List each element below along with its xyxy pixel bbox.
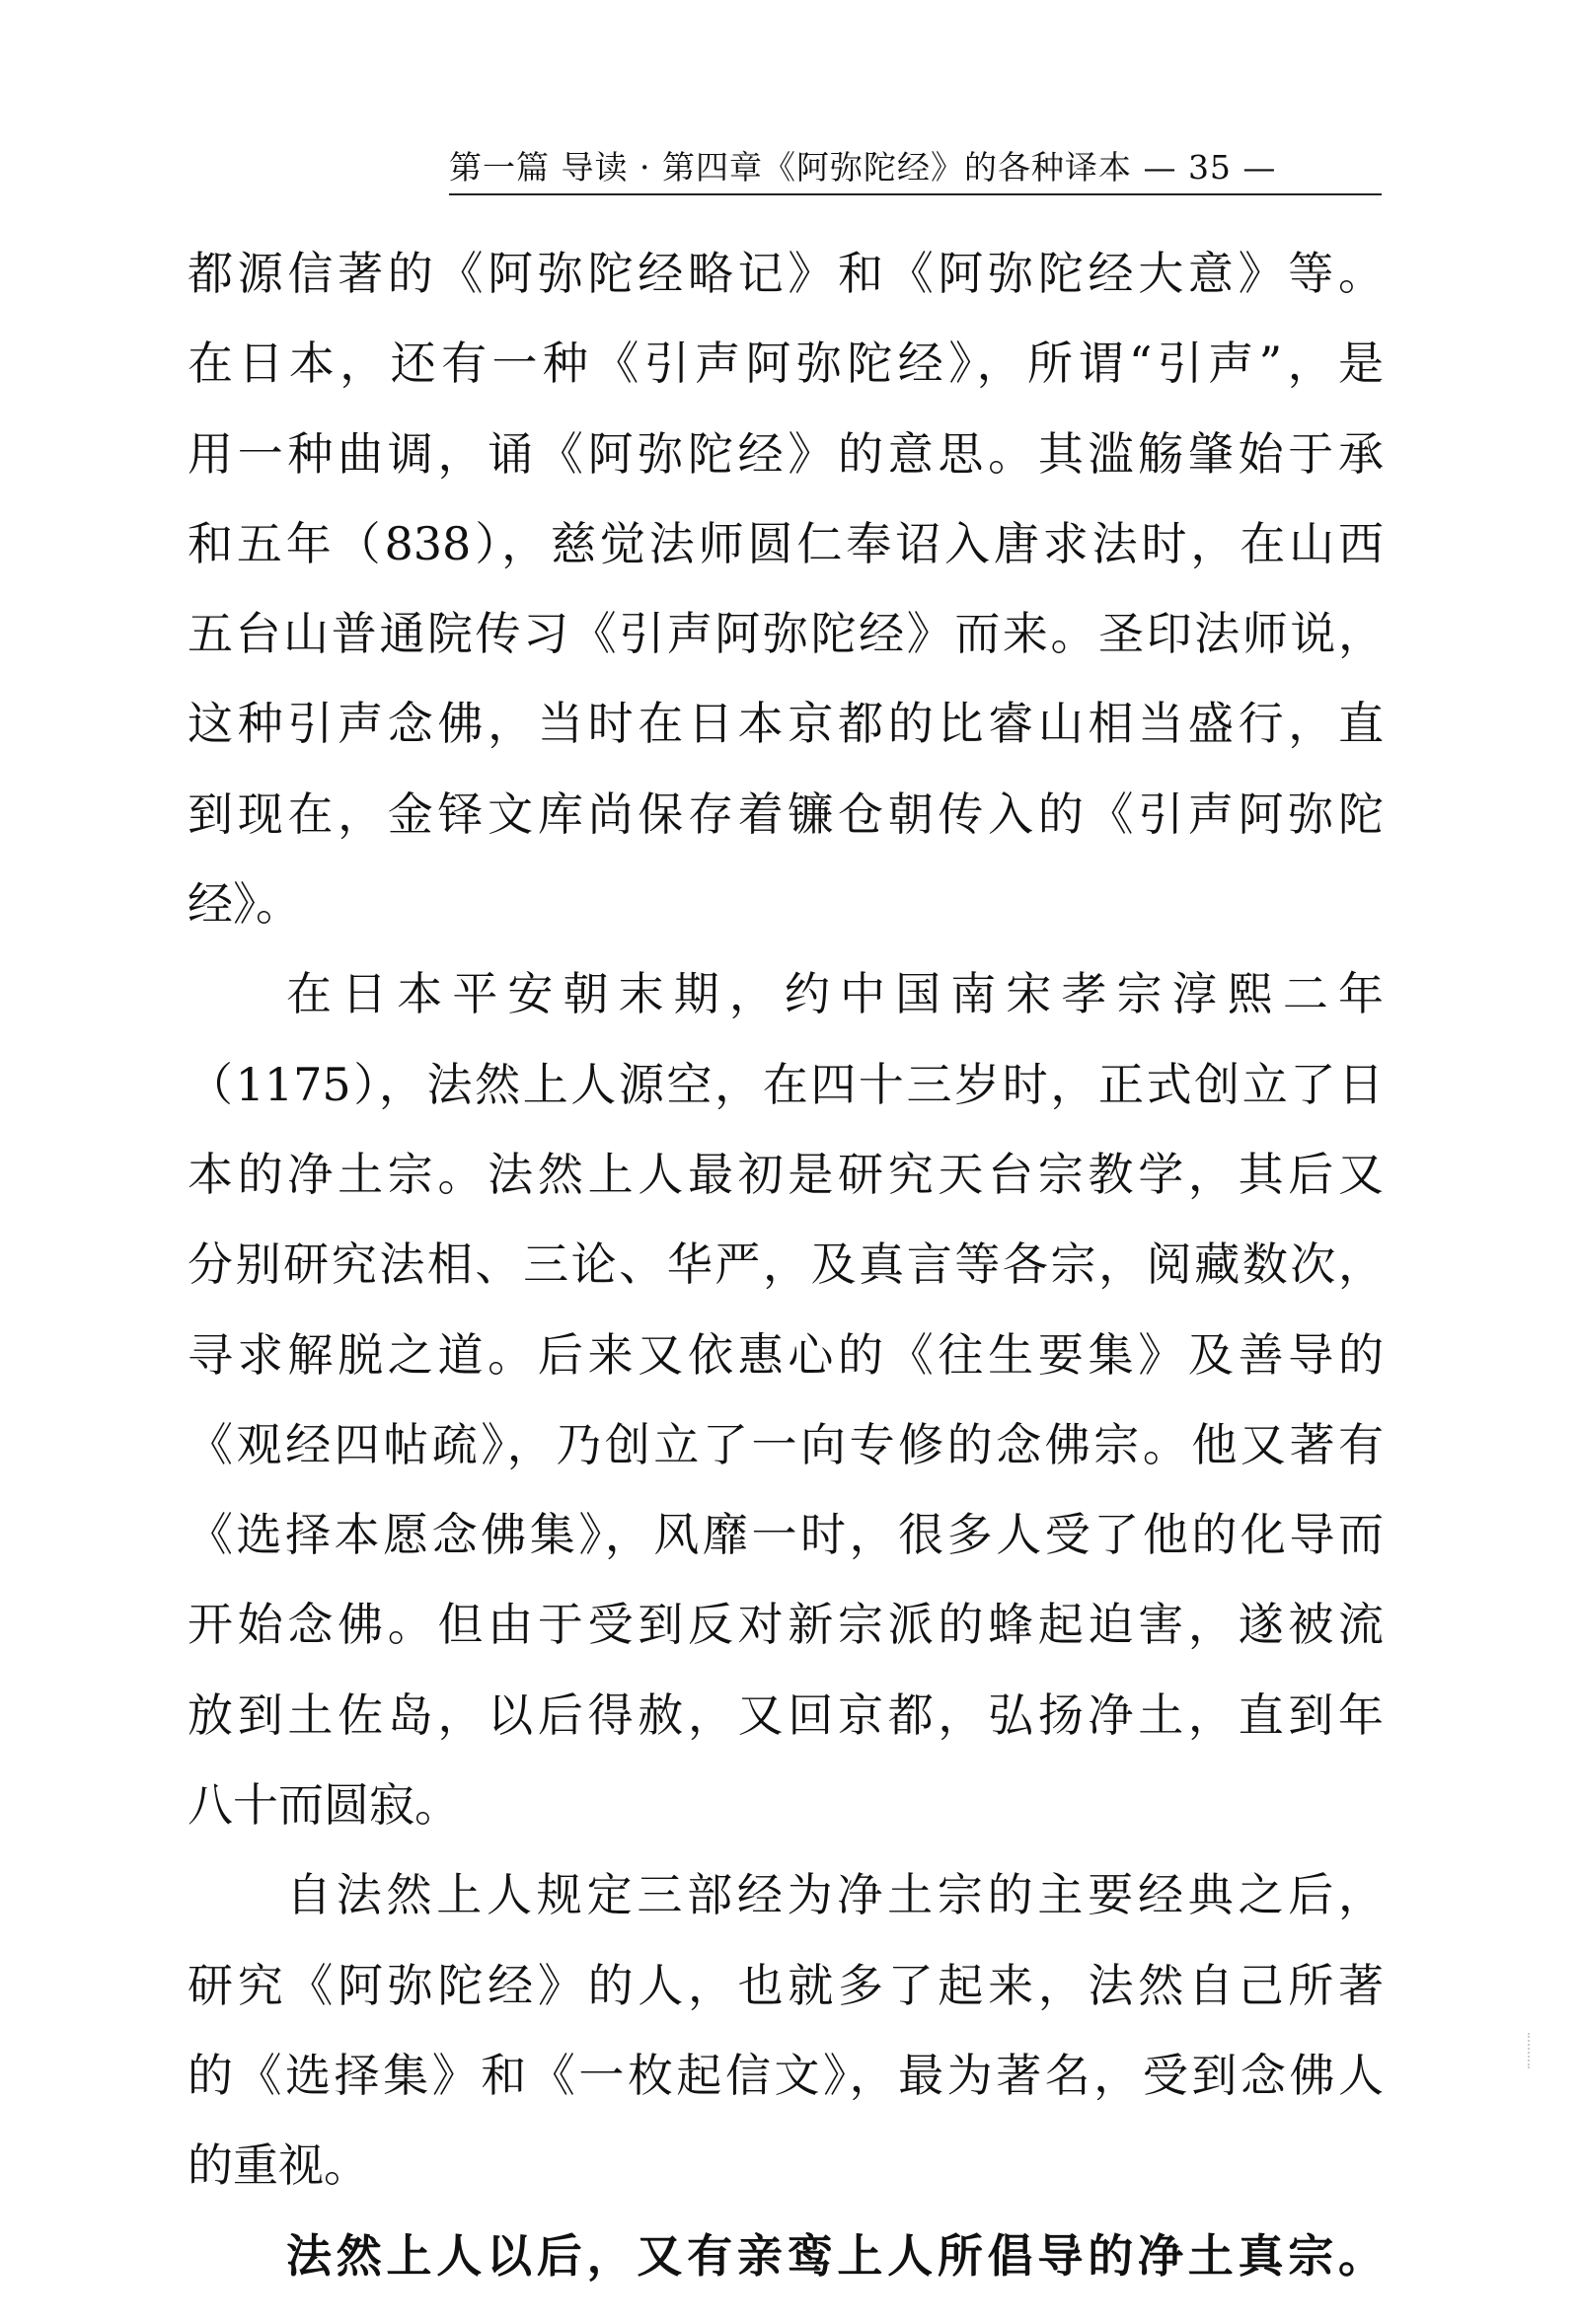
text-line: 的《选择集》和《一枚起信文》，最为著名，受到念佛人 — [188, 2048, 1384, 2102]
text-line: 到现在，金铎文库尚保存着镰仓朝传入的《引声阿弥陀 — [188, 787, 1384, 841]
margin-scan-mark — [1528, 2033, 1532, 2068]
text-line: 分别研究法相、三论、华严，及真言等各宗，阅藏数次， — [188, 1237, 1384, 1292]
header-rule — [449, 193, 1382, 195]
text-line: 这种引声念佛，当时在日本京都的比睿山相当盛行，直 — [188, 697, 1384, 751]
text-line-paragraph-start: 在日本平安朝末期，约中国南宋孝宗淳熙二年 — [286, 967, 1384, 1021]
text-line: 经》。 — [188, 877, 301, 932]
text-line-bold-paragraph: 法然上人以后，又有亲鸾上人所倡导的净土真宗。 — [286, 2228, 1384, 2283]
text-line: 在日本，还有一种《引声阿弥陀经》，所谓“引声”，是 — [188, 337, 1384, 391]
text-line: 五台山普通院传习《引声阿弥陀经》而来。圣印法师说， — [188, 607, 1384, 661]
text-line: 本的净土宗。法然上人最初是研究天台宗教学，其后又 — [188, 1147, 1384, 1201]
text-line: 开始念佛。但由于受到反对新宗派的蜂起迫害，遂被流 — [188, 1598, 1384, 1652]
text-line: 用一种曲调，诵《阿弥陀经》的意思。其滥觞肇始于承 — [188, 426, 1384, 481]
text-line: 《观经四帖疏》，乃创立了一向专修的念佛宗。他又著有 — [188, 1417, 1384, 1471]
body-text — [188, 229, 1384, 2301]
text-line: （1175），法然上人源空，在四十三岁时，正式创立了日 — [188, 1057, 1384, 1111]
text-line: 和五年（838），慈觉法师圆仁奉诏入唐求法时，在山西 — [188, 516, 1384, 570]
text-line: 《选择本愿念佛集》，风靡一时，很多人受了他的化导而 — [188, 1508, 1384, 1562]
running-header: 第一篇 导读 · 第四章《阿弥陀经》的各种译本 — 35 — — [449, 148, 1277, 187]
text-line: 都源信著的《阿弥陀经略记》和《阿弥陀经大意》等。 — [188, 247, 1384, 300]
text-line-paragraph-start: 自法然上人规定三部经为净土宗的主要经典之后， — [286, 1868, 1384, 1922]
text-line: 研究《阿弥陀经》的人，也就多了起来，法然自己所著 — [188, 1958, 1384, 2012]
text-line: 寻求解脱之道。后来又依惠心的《往生要集》及善导的 — [188, 1327, 1384, 1382]
text-line: 放到土佐岛，以后得赦，又回京都，弘扬净土，直到年 — [188, 1687, 1384, 1742]
text-line: 的重视。 — [188, 2138, 369, 2193]
text-line: 八十而圆寂。 — [188, 1778, 460, 1833]
